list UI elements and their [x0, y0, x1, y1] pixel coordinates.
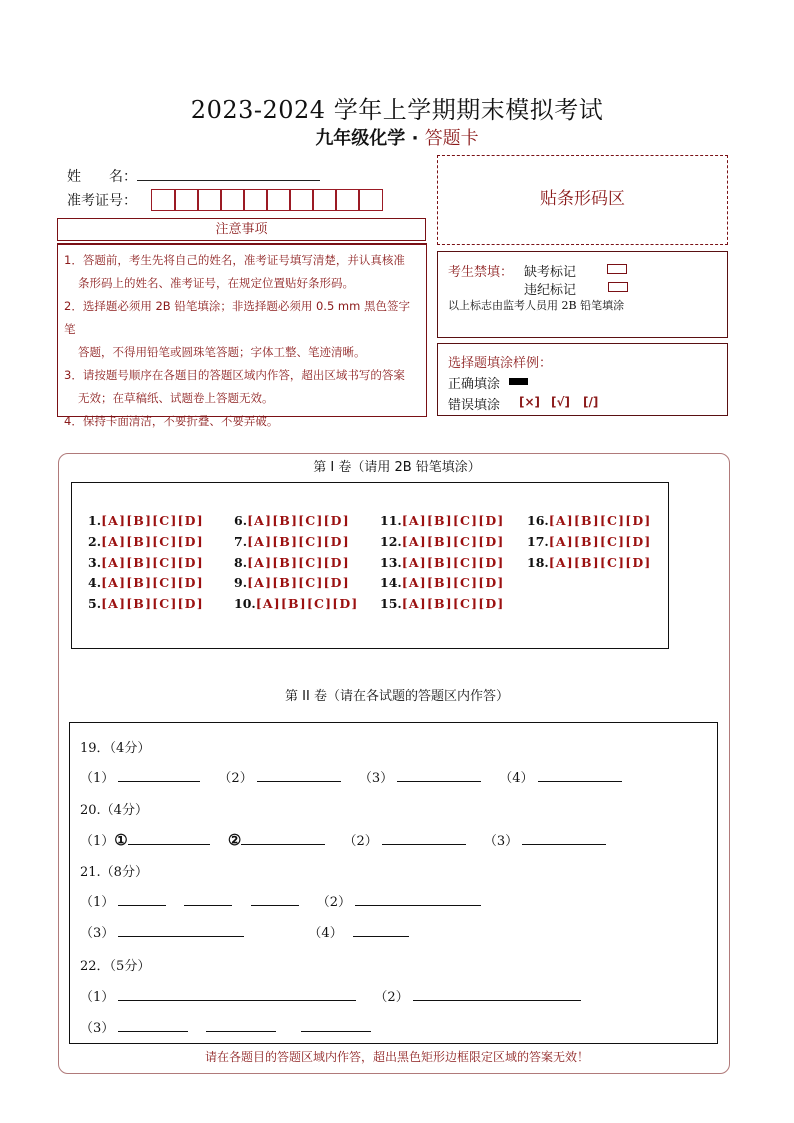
notice-item: 3．请按题号顺序在各题目的答题区域内作答，超出区域书写的答案: [64, 368, 405, 382]
mcq-row[interactable]: 13.[A][B][C][D]: [380, 554, 505, 570]
notice-item: 1．答题前，考生先将自己的姓名，准考证号填写清楚，并认真核准: [64, 253, 405, 267]
answer-blank[interactable]: [241, 832, 325, 845]
q22-answers-row2: （3）: [80, 1017, 371, 1036]
answer-blank[interactable]: [397, 769, 481, 782]
mcq-row[interactable]: 1.[A][B][C][D]: [88, 513, 204, 528]
section2-title: 第 II 卷（请在各试题的答题区内作答）: [285, 689, 509, 704]
answer-blank[interactable]: [355, 893, 481, 906]
answer-blank[interactable]: [118, 893, 166, 906]
filled-mark-icon: [509, 378, 528, 385]
id-digit-box[interactable]: [335, 189, 360, 211]
mcq-row[interactable]: 18.[A][B][C][D]: [527, 554, 652, 570]
mcq-row[interactable]: 3.[A][B][C][D]: [88, 554, 204, 570]
answer-blank[interactable]: [251, 893, 299, 906]
mcq-row[interactable]: 11.[A][B][C][D]: [380, 513, 505, 528]
written-answer-box: [69, 722, 718, 1044]
exam-subtitle: [0, 124, 794, 150]
answer-blank[interactable]: [118, 769, 200, 782]
q19-heading: 19．（4分）: [80, 741, 151, 756]
q21-answers-row1: （1） （2）: [80, 891, 481, 910]
answer-blank[interactable]: [413, 988, 581, 1001]
id-digit-box[interactable]: [220, 189, 245, 211]
wrong-mark-slash: [/]: [583, 395, 599, 409]
q22-heading: 22．（5分）: [80, 959, 151, 974]
name-label: 姓 名：: [67, 169, 137, 185]
mcq-row[interactable]: 14.[A][B][C][D]: [380, 575, 505, 591]
mcq-answer-box: [71, 482, 669, 649]
mcq-row[interactable]: 8.[A][B][C][D]: [234, 554, 350, 570]
answer-blank[interactable]: [118, 1019, 188, 1032]
id-digit-box[interactable]: [266, 189, 291, 211]
notice-item: 4．保持卡面清洁，不要折叠、不要弄破。: [64, 414, 279, 428]
answer-blank[interactable]: [382, 832, 466, 845]
fill-sample-box: [437, 343, 728, 416]
id-number-boxes: [151, 189, 381, 211]
id-digit-box[interactable]: [312, 189, 337, 211]
answer-blank[interactable]: [118, 988, 356, 1001]
exam-title: 2023-2024 学年上学期期末模拟考试: [190, 96, 604, 124]
id-digit-box[interactable]: [151, 189, 176, 211]
notice-item-cont: 无效；在草稿纸、试题卷上答题无效。: [78, 391, 274, 405]
id-digit-box[interactable]: [243, 189, 268, 211]
id-digit-box[interactable]: [174, 189, 199, 211]
mcq-row[interactable]: 4.[A][B][C][D]: [88, 575, 204, 591]
mcq-row[interactable]: 2.[A][B][C][D]: [88, 533, 204, 549]
q21-answers-row2: （3） （4）: [80, 922, 409, 941]
mcq-row[interactable]: 17.[A][B][C][D]: [527, 533, 652, 549]
mcq-row[interactable]: 12.[A][B][C][D]: [380, 533, 505, 549]
answer-blank[interactable]: [128, 832, 210, 845]
answer-blank[interactable]: [206, 1019, 276, 1032]
absent-checkbox[interactable]: [607, 264, 627, 274]
subtitle-subject: 九年级化学 ·: [315, 128, 425, 149]
proctor-only-box: [437, 251, 728, 338]
mcq-row[interactable]: 5.[A][B][C][D]: [88, 596, 204, 612]
subtitle-answer-card: 答题卡: [424, 128, 479, 149]
violation-checkbox[interactable]: [608, 282, 628, 292]
mcq-row[interactable]: 9.[A][B][C][D]: [234, 575, 350, 591]
proctor-only-label: 考生禁填：: [448, 265, 514, 280]
mcq-column-4: [527, 513, 652, 575]
notice-item-cont: 答题，不得用铅笔或圆珠笔答题；字体工整、笔迹清晰。: [78, 345, 366, 359]
answer-blank[interactable]: [184, 893, 232, 906]
proctor-note: 以上标志由监考人员用 2B 铅笔填涂: [448, 299, 625, 312]
q20-heading: 20.（4分）: [80, 803, 148, 818]
answer-blank[interactable]: [522, 832, 606, 845]
id-digit-box[interactable]: [358, 189, 383, 211]
id-digit-box[interactable]: [197, 189, 222, 211]
sample-title: 选择题填涂样例：: [448, 356, 553, 371]
absent-label: 缺考标记: [524, 265, 577, 280]
mcq-column-3: [380, 513, 505, 617]
notice-item-cont: 条形码上的姓名、准考证号，在规定位置贴好条形码。: [78, 276, 354, 290]
mcq-row[interactable]: 7.[A][B][C][D]: [234, 533, 350, 549]
wrong-mark-check: [√]: [551, 395, 570, 409]
wrong-fill-label: 错误填涂: [448, 398, 501, 413]
q22-answers-row1: （1） （2）: [80, 986, 581, 1005]
q19-answers: （1） （2） （3） （4）: [80, 767, 622, 786]
mcq-row[interactable]: 15.[A][B][C][D]: [380, 596, 505, 612]
q20-answers: （1）① ② （2） （3）: [80, 830, 606, 849]
footer-warning: 请在各题目的答题区域内作答，超出黑色矩形边框限定区域的答案无效！: [204, 1050, 589, 1064]
mcq-row[interactable]: 10.[A][B][C][D]: [234, 596, 359, 612]
id-digit-box[interactable]: [289, 189, 314, 211]
mcq-column-1: [88, 513, 204, 617]
mcq-row[interactable]: 6.[A][B][C][D]: [234, 513, 350, 528]
notice-item: 2．选择题必须用 2B 铅笔填涂；非选择题必须用 0.5 mm 黑色签字笔: [64, 299, 410, 336]
id-label: 准考证号：: [67, 193, 137, 209]
notice-list: [57, 243, 427, 428]
answer-blank[interactable]: [301, 1019, 371, 1032]
mcq-row[interactable]: 16.[A][B][C][D]: [527, 513, 652, 528]
violation-label: 违纪标记: [524, 283, 577, 298]
notice-heading: 注意事项: [57, 218, 426, 241]
section1-title: 第 I 卷（请用 2B 铅笔填涂）: [313, 460, 481, 475]
answer-blank[interactable]: [353, 924, 409, 937]
answer-blank[interactable]: [538, 769, 622, 782]
barcode-area: 贴条形码区: [437, 155, 728, 245]
wrong-mark-x: [×]: [519, 395, 541, 409]
q21-heading: 21.（8分）: [80, 865, 148, 880]
correct-fill-label: 正确填涂: [448, 377, 501, 392]
answer-blank[interactable]: [118, 924, 244, 937]
name-field[interactable]: [137, 180, 320, 181]
answer-blank[interactable]: [257, 769, 341, 782]
mcq-column-2: [234, 513, 359, 617]
